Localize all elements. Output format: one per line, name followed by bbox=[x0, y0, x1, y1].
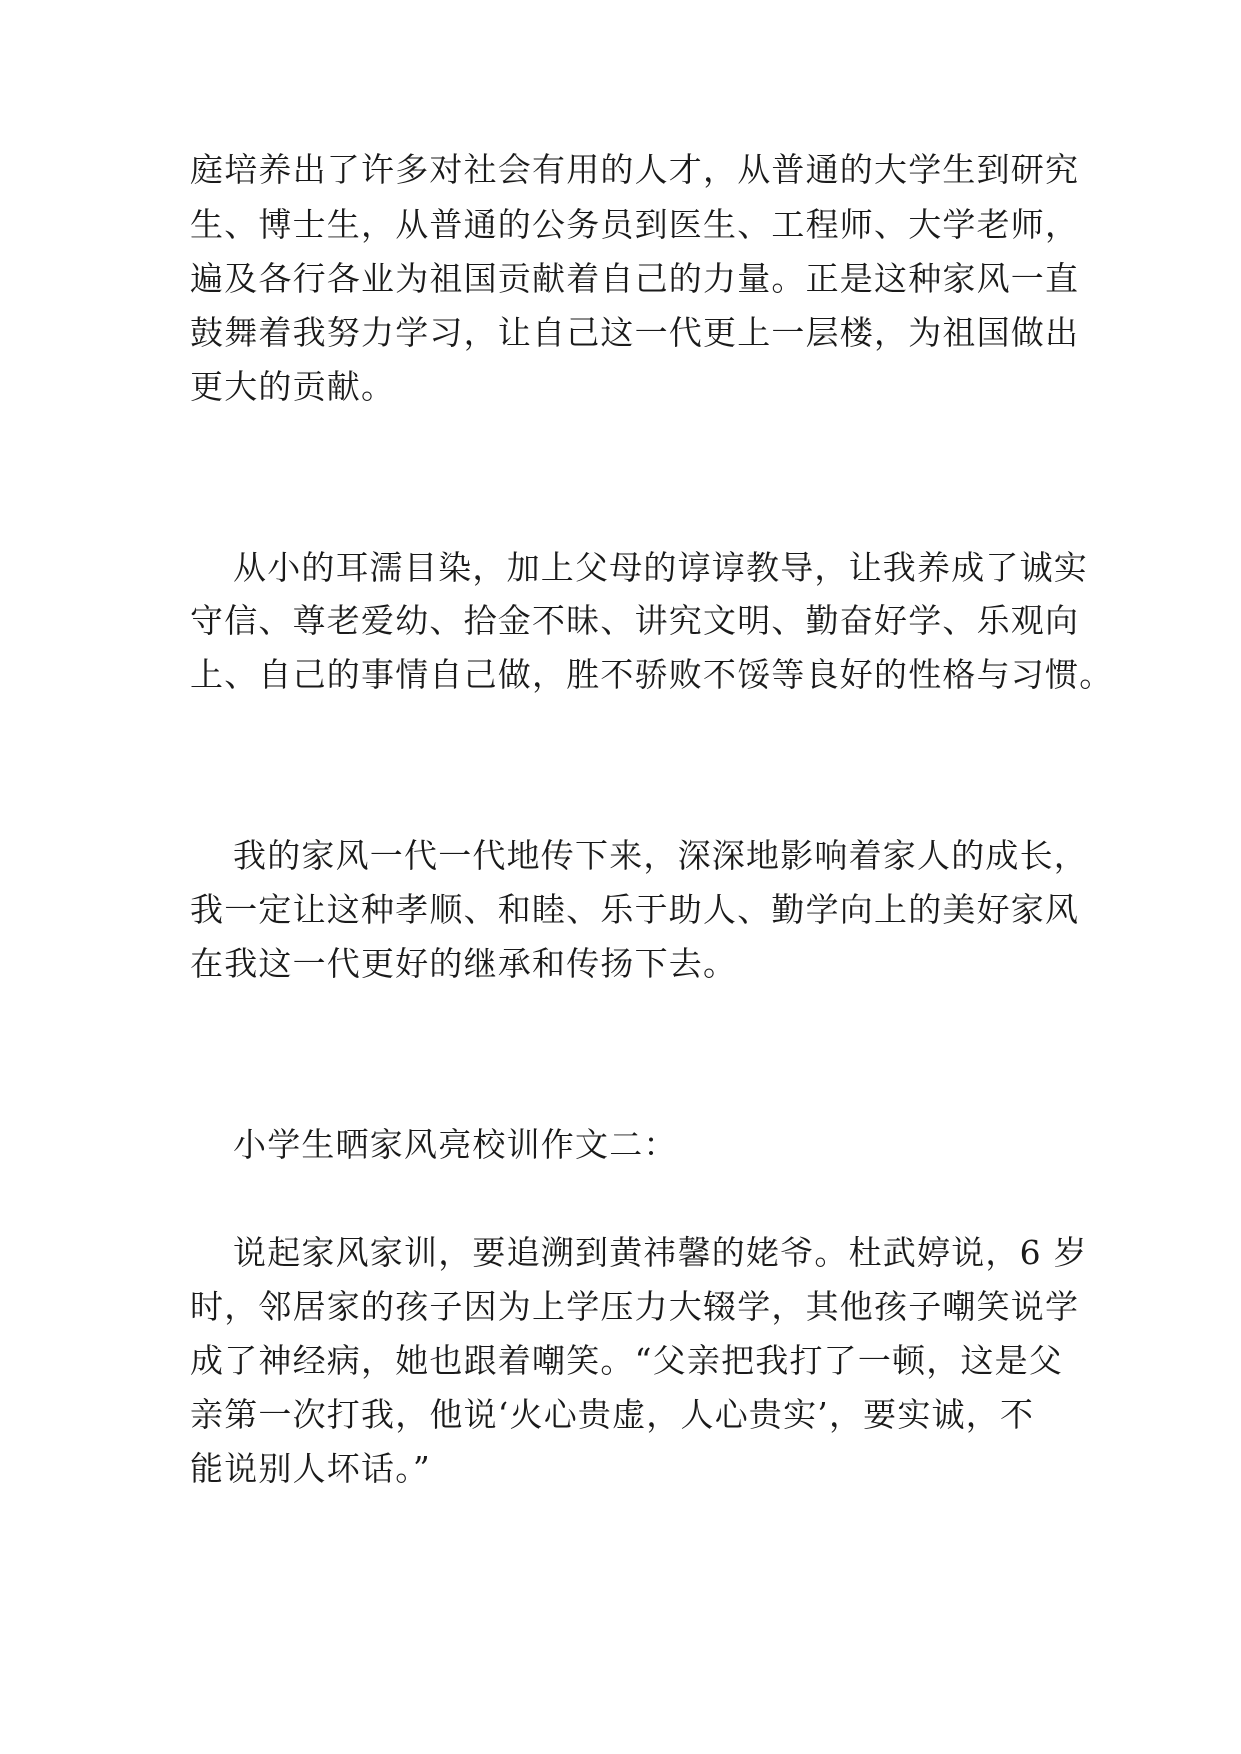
paragraph-1-line-2: 生、博士生，从普通的公务员到医生、工程师、大学老师， bbox=[190, 205, 1080, 244]
paragraph-2-line-2: 守信、尊老爱幼、拾金不昧、讲究文明、勤奋好学、乐观向 bbox=[190, 601, 1080, 640]
paragraph-4-line-2: 时，邻居家的孩子因为上学压力大辍学，其他孩子嘲笑说学 bbox=[190, 1287, 1080, 1326]
paragraph-3-line-3: 在我这一代更好的继承和传扬下去。 bbox=[190, 944, 738, 983]
paragraph-3-line-2: 我一定让这种孝顺、和睦、乐于助人、勤学向上的美好家风 bbox=[190, 890, 1080, 929]
paragraph-1-line-4: 鼓舞着我努力学习，让自己这一代更上一层楼，为祖国做出 bbox=[190, 313, 1080, 352]
paragraph-1-line-3: 遍及各行各业为祖国贡献着自己的力量。正是这种家风一直 bbox=[190, 259, 1080, 298]
paragraph-1-line-5: 更大的贡献。 bbox=[190, 367, 396, 406]
section-heading: 小学生晒家风亮校训作文二： bbox=[233, 1125, 678, 1164]
paragraph-2-line-1: 从小的耳濡目染，加上父母的谆谆教导，让我养成了诚实 bbox=[233, 548, 1088, 587]
paragraph-2-line-3: 上、自己的事情自己做，胜不骄败不馁等良好的性格与习惯。 bbox=[190, 655, 1114, 694]
paragraph-4-line-3: 成了神经病，她也跟着嘲笑。“父亲把我打了一顿，这是父 bbox=[190, 1341, 1064, 1380]
paragraph-4-line-5: 能说别人坏话。” bbox=[190, 1449, 431, 1488]
paragraph-3-line-1: 我的家风一代一代地传下来，深深地影响着家人的成长， bbox=[233, 836, 1088, 875]
paragraph-1-line-1: 庭培养出了许多对社会有用的人才，从普通的大学生到研究 bbox=[190, 150, 1080, 189]
paragraph-4-line-1: 说起家风家训，要追溯到黄祎馨的姥爷。杜武婷说，6 岁 bbox=[233, 1233, 1088, 1272]
paragraph-4-line-4: 亲第一次打我，他说‘火心贵虚，人心贵实’，要实诚，不 bbox=[190, 1395, 1035, 1434]
